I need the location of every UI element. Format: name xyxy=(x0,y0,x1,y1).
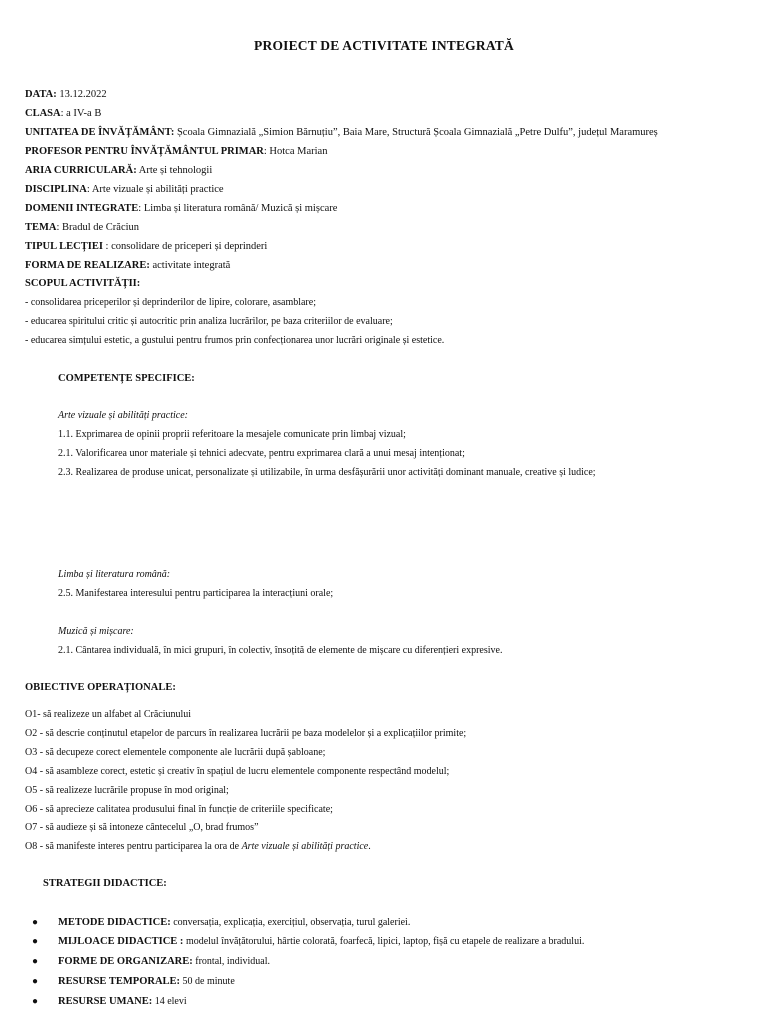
strategie-item: FORME DE ORGANIZARE: frontal, individual. xyxy=(58,956,270,967)
field-forma: FORMA DE REALIZARE: activitate integrată xyxy=(25,260,231,271)
bullet-icon: ● xyxy=(32,976,39,987)
field-aria: ARIA CURRICULARĂ: Arte și tehnologii xyxy=(25,165,213,176)
obiectiv-item: O5 - să realizeze lucrările propuse în mod original; xyxy=(25,785,229,796)
strategie-item: METODE DIDACTICE: conversația, explicația, exercițiul, observația, turul galeriei. xyxy=(58,917,411,928)
scop-item: - educarea simțului estetic, a gustului pentru frumos prin confecționarea unor lucrări originale și estetice. xyxy=(25,335,445,346)
field-tema: TEMA: Bradul de Crăciun xyxy=(25,222,140,233)
strategie-item: MIJLOACE DIDACTICE : modelul învățătorului, hârtie colorată, foarfecă, lipici, laptop, fișă cu etapele de realizare a bradului. xyxy=(58,936,585,947)
obiective-heading: OBIECTIVE OPERAȚIONALE: xyxy=(25,682,176,693)
competenta-item: 1.1. Exprimarea de opinii proprii referitoare la mesajele comunicate prin limbaj vizual; xyxy=(58,429,406,440)
obiectiv-item: O7 - să audieze și să intoneze cântecelul „O, brad frumos” xyxy=(25,822,259,833)
scop-item: - consolidarea priceperilor și deprinderilor de lipire, colorare, asamblare; xyxy=(25,297,316,308)
strategie-item: RESURSE UMANE: 14 elevi xyxy=(58,996,187,1007)
strategie-item: RESURSE TEMPORALE: 50 de minute xyxy=(58,976,235,987)
bullet-icon: ● xyxy=(32,936,39,947)
bullet-icon: ● xyxy=(32,956,39,967)
competenta-item: 2.3. Realizarea de produse unicat, personalizate și utilizabile, în urma desfășurării unor activități dominant manuale, creative și ludice; xyxy=(58,467,596,478)
obiectiv-item: O4 - să asambleze corect, estetic și creativ în spațiul de lucru elementele componente respectând modelul; xyxy=(25,766,450,777)
scop-item: - educarea spiritului critic și autocritic prin analiza lucrărilor, pe baza criteriilor de evaluare; xyxy=(25,316,393,327)
obiectiv-item: O6 - să aprecieze calitatea produsului final în funcție de criteriile specificate; xyxy=(25,804,333,815)
obiectiv-item: O8 - să manifeste interes pentru participarea la ora de Arte vizuale și abilități practice. xyxy=(25,841,371,852)
competenta-item: 2.1. Valorificarea unor materiale și tehnici adecvate, pentru exprimarea clară a unui mesaj intenționat; xyxy=(58,448,465,459)
field-data: DATA: 13.12.2022 xyxy=(25,89,107,100)
field-scop: SCOPUL ACTIVITĂȚII: xyxy=(25,278,141,289)
bullet-icon: ● xyxy=(32,917,39,928)
field-domenii: DOMENII INTEGRATE: Limba și literatura română/ Muzică și mișcare xyxy=(25,203,338,214)
bullet-icon: ● xyxy=(32,996,39,1007)
strategii-heading: STRATEGII DIDACTICE: xyxy=(43,878,167,889)
obiectiv-item: O1- să realizeze un alfabet al Crăciunului xyxy=(25,709,192,720)
field-disciplina: DISCIPLINA: Arte vizuale și abilități practice xyxy=(25,184,224,195)
competente-heading: COMPETENȚE SPECIFICE: xyxy=(58,373,195,384)
limba-heading: Limba și literatura română: xyxy=(58,569,171,580)
field-profesor: PROFESOR PENTRU ÎNVĂȚĂMÂNTUL PRIMAR: Hotca Marian xyxy=(25,146,328,157)
field-clasa: CLASA: a IV-a B xyxy=(25,108,102,119)
document-title: PROIECT DE ACTIVITATE INTEGRATĂ xyxy=(254,38,514,53)
competenta-item: 2.1. Cântarea individuală, în mici grupuri, în colectiv, însoțită de elemente de mișcare cu diferențieri expresive. xyxy=(58,645,503,656)
arte-heading: Arte vizuale și abilități practice: xyxy=(58,410,188,421)
obiectiv-item: O2 - să descrie conținutul etapelor de parcurs în realizarea lucrării pe baza modelelor și a explicațiilor primite; xyxy=(25,728,467,739)
muzica-heading: Muzică și mișcare: xyxy=(58,626,134,637)
competenta-item: 2.5. Manifestarea interesului pentru participarea la interacțiuni orale; xyxy=(58,588,334,599)
obiectiv-item: O3 - să decupeze corect elementele componente ale lucrării după șabloane; xyxy=(25,747,326,758)
field-tipul: TIPUL LECȚIEI : consolidare de priceperi și deprinderi xyxy=(25,241,268,252)
field-unitatea: UNITATEA DE ÎNVĂȚĂMÂNT: Școala Gimnazială „Simion Bărnuțiu”, Baia Mare, Structură Școala Gimnazială „Petre Dulfu”, județul Maramureș xyxy=(25,127,658,138)
